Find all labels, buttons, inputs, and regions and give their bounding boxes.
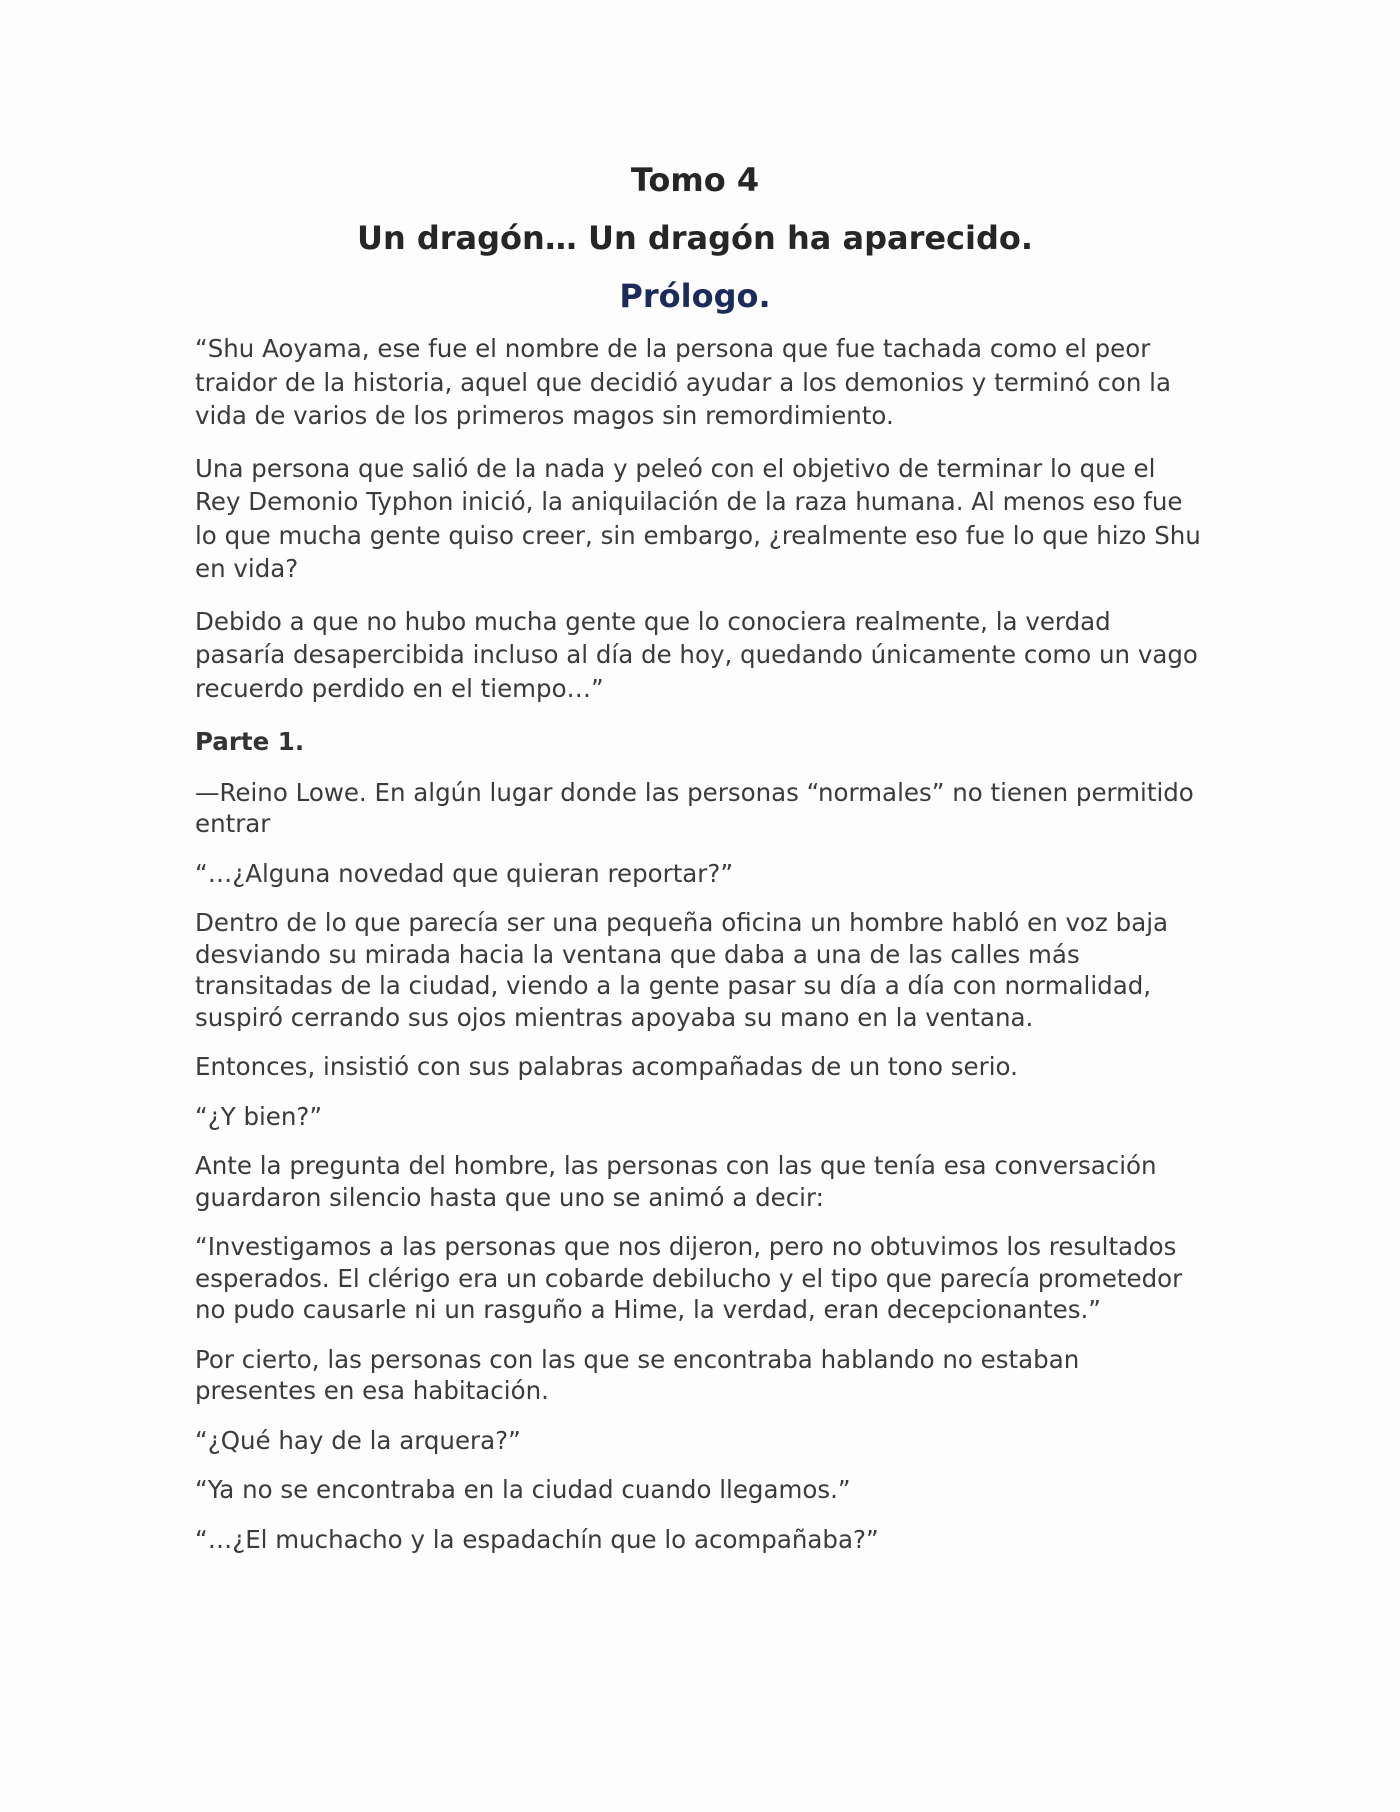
- body-text: [195, 777, 1205, 1556]
- page-content: [195, 160, 1205, 1555]
- paragraph: Dentro de lo que parecía ser una pequeña oficina un hombre habló en voz baja desviando su mirada hacia la ventana que daba a una de las calles más transitadas de la ciudad, viendo a la gente pasar su día a día con normalidad, suspiró cerrando sus ojos mientras apoyaba su mano en la ventana.: [195, 908, 1169, 1032]
- paragraph: Debido a que no hubo mucha gente que lo conociera realmente, la verdad pasaría desapercibida incluso al día de hoy, quedando únicamente como un vago recuerdo perdido en el tiempo…”: [195, 606, 1198, 703]
- paragraph: “…¿Alguna novedad que quieran reportar?”: [195, 858, 734, 888]
- paragraph: “Ya no se encontraba en la ciudad cuando llegamos.”: [195, 1475, 851, 1504]
- paragraph: “Shu Aoyama, ese fue el nombre de la persona que fue tachada como el peor traidor de la historia, aquel que decidió ayudar a los demonios y terminó con la vida de varios de los primeros magos sin remordimiento.: [195, 334, 1171, 430]
- chapter-title: Un dragón… Un dragón ha aparecido.: [356, 219, 1034, 257]
- paragraph: Por cierto, las personas con las que se encontraba hablando no estaban presentes en esa habitación.: [195, 1344, 1080, 1405]
- paragraph: Ante la pregunta del hombre, las personas con las que tenía esa conversación guardaron silencio hasta que uno se animó a decir:: [195, 1151, 1157, 1212]
- paragraph: Una persona que salió de la nada y peleó con el objetivo de terminar lo que el Rey Demonio Typhon inició, la aniquilación de la raza humana. Al menos eso fue lo que mucha gente quiso creer, sin embargo, ¿realmente eso fue lo que hizo Shu en vida?: [195, 453, 1201, 583]
- paragraph: “…¿El muchacho y la espadachín que lo acompañaba?”: [195, 1524, 879, 1554]
- paragraph: “Investigamos a las personas que nos dijeron, pero no obtuvimos los resultados esperados. El clérigo era un cobarde debilucho y el tipo que parecía prometedor no pudo causarle ni un rasguño a Hime, la verdad, eran decepcionantes.”: [195, 1232, 1183, 1324]
- paragraph: “¿Y bien?”: [195, 1101, 323, 1131]
- paragraph: “¿Qué hay de la arquera?”: [195, 1425, 521, 1455]
- prologue-intro: [195, 332, 1205, 705]
- paragraph: Entonces, insistió con sus palabras acompañadas de un tono serio.: [195, 1052, 1018, 1081]
- section-title: Prólogo.: [619, 277, 771, 315]
- paragraph: —Reino Lowe. En algún lugar donde las personas “normales” no tienen permitido entrar: [195, 777, 1194, 838]
- volume-title: Tomo 4: [630, 161, 760, 199]
- part-heading: Parte 1.: [195, 727, 305, 756]
